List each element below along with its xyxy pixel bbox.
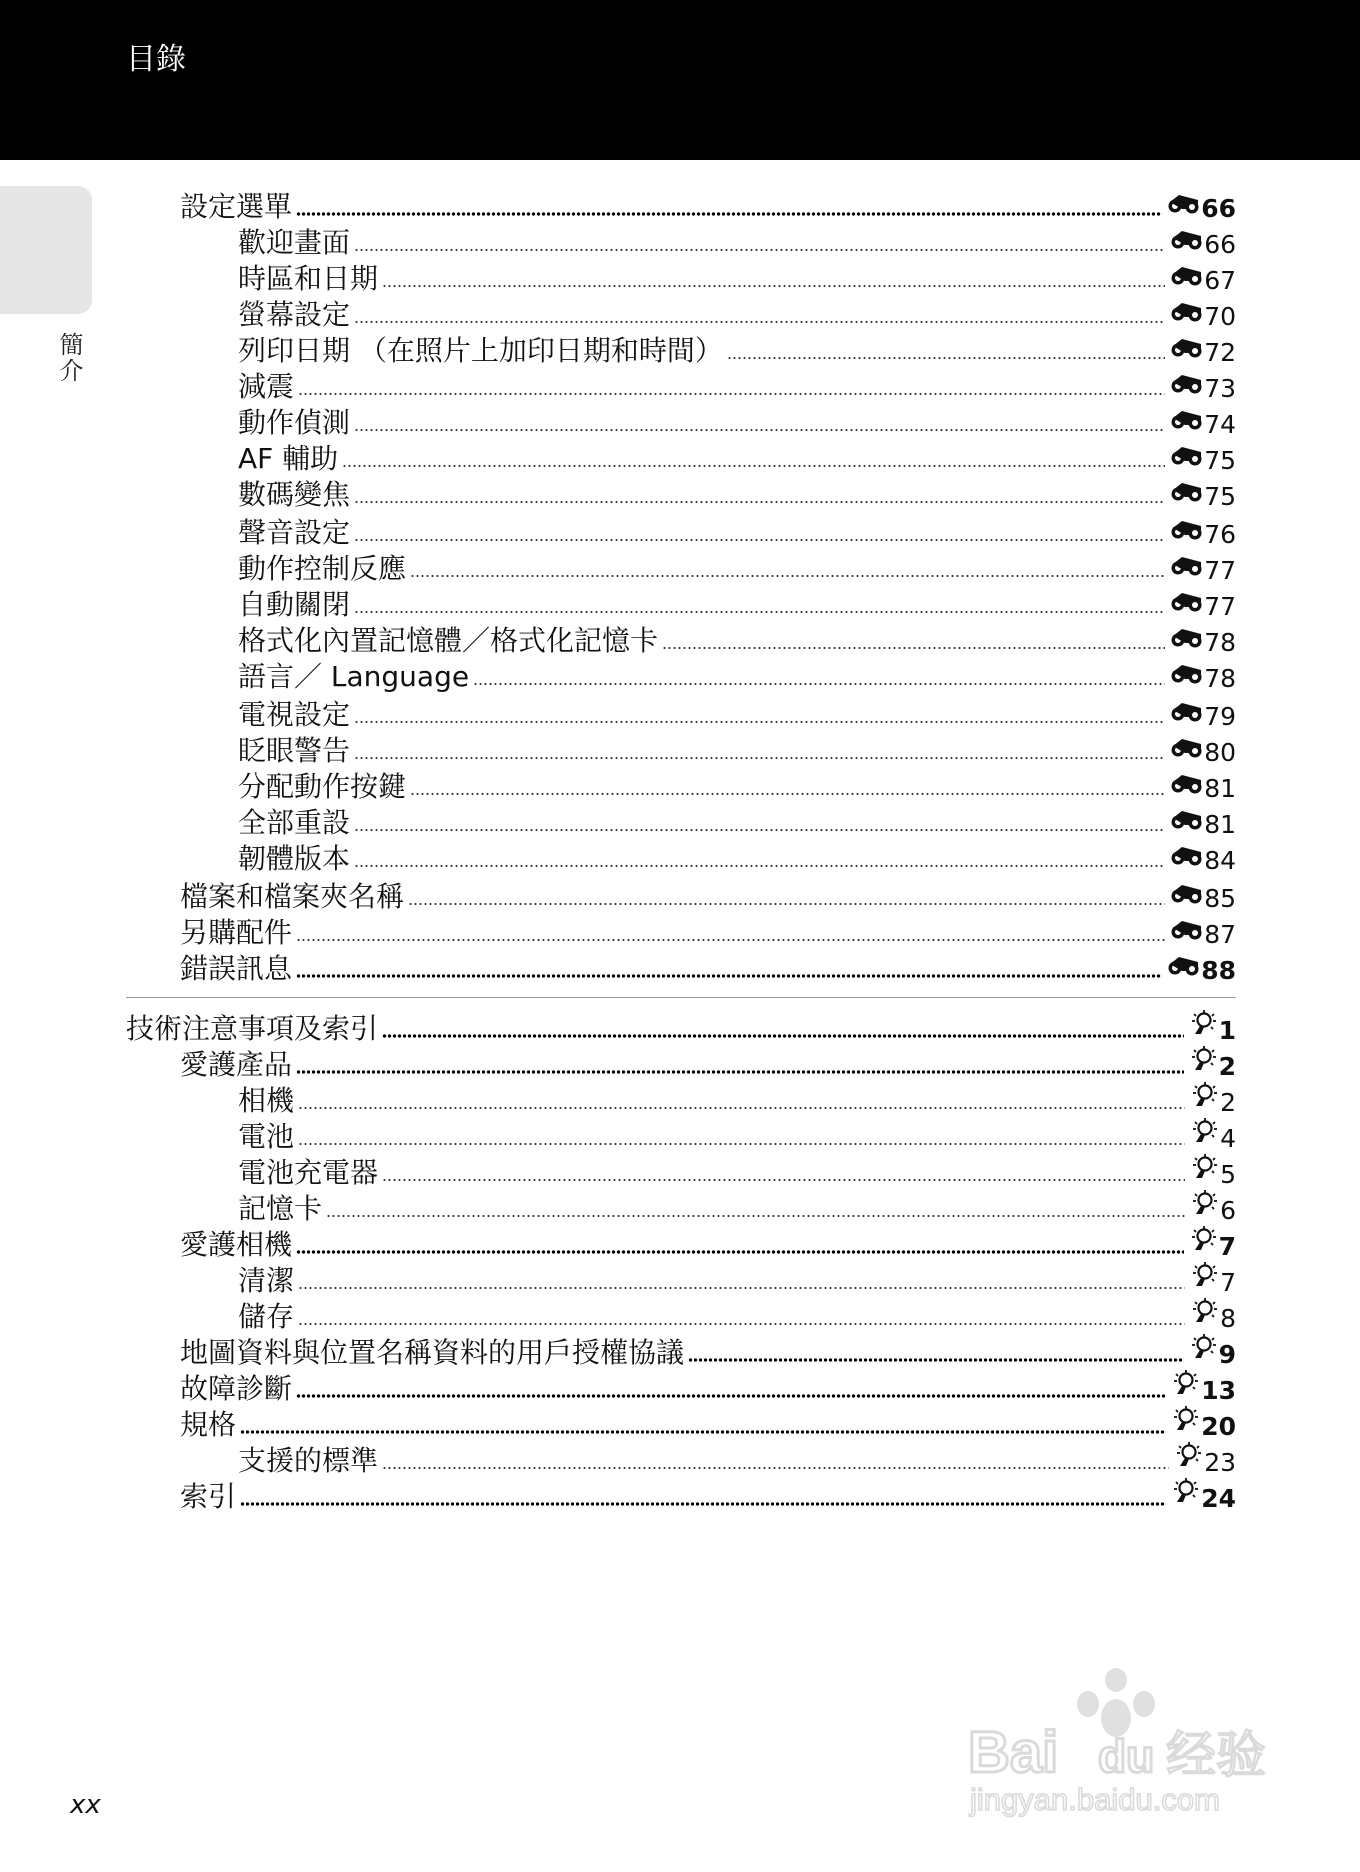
toc-entry-label: 眨眼警告 <box>238 734 351 767</box>
toc-entry[interactable] <box>238 768 1236 804</box>
toc-page-ref <box>1165 334 1236 368</box>
toc-page-number: 72 <box>1204 338 1236 367</box>
toc-entry-label: 檔案和檔案夾名稱 <box>180 880 405 913</box>
dot-leader <box>382 1466 1169 1470</box>
toc-entry-label: 時區和日期 <box>238 262 379 295</box>
page-number: xx <box>70 1790 101 1820</box>
toc-page-number: 85 <box>1204 884 1236 913</box>
baidu-watermark <box>966 1668 1296 1818</box>
dot-leader <box>408 902 1165 906</box>
toc-page-ref <box>1165 478 1236 512</box>
dot-leader <box>296 974 1162 978</box>
toc-page-number: 6 <box>1220 1196 1236 1225</box>
toc-page-ref <box>1184 1225 1236 1262</box>
tech-notes-icon <box>1190 1009 1218 1046</box>
tech-notes-icon <box>1191 1261 1219 1298</box>
tech-notes-icon <box>1175 1441 1203 1478</box>
toc-entry-label: 語言／ Language <box>238 660 470 693</box>
toc-page-number: 7 <box>1220 1268 1236 1297</box>
toc-page-ref <box>1165 734 1236 768</box>
reference-icon <box>1171 588 1203 622</box>
reference-icon <box>1171 842 1203 876</box>
toc-entry[interactable] <box>180 1226 1236 1262</box>
dot-leader <box>410 792 1165 796</box>
toc-page-number: 75 <box>1204 446 1236 475</box>
toc-entry[interactable] <box>126 1010 1236 1046</box>
dot-leader <box>354 828 1165 832</box>
reference-icon <box>1171 298 1203 332</box>
reference-icon <box>1171 624 1203 658</box>
toc-entry[interactable] <box>180 914 1236 950</box>
toc-page-ref <box>1165 442 1236 476</box>
dot-leader <box>382 1034 1184 1038</box>
reference-icon <box>1171 660 1203 694</box>
toc-entry[interactable] <box>238 1262 1236 1298</box>
dot-leader <box>240 1502 1166 1506</box>
toc-page-ref <box>1184 1009 1236 1046</box>
toc-entry[interactable] <box>238 260 1236 296</box>
dot-leader <box>354 610 1165 614</box>
svg-text:du: du <box>1098 1730 1155 1782</box>
toc-entry[interactable] <box>180 1406 1236 1442</box>
toc-entry[interactable] <box>238 622 1236 658</box>
svg-text:经验: 经验 <box>1166 1726 1266 1784</box>
toc-entry-label: 愛護產品 <box>180 1048 293 1081</box>
toc-page-ref <box>1166 1405 1236 1442</box>
toc-entry[interactable] <box>238 404 1236 440</box>
dot-leader <box>342 464 1165 468</box>
toc-entry-label: AF 輔助 <box>238 442 339 475</box>
toc-page-number: 4 <box>1220 1124 1236 1153</box>
toc-page-number: 2 <box>1220 1088 1236 1117</box>
dot-leader <box>410 574 1165 578</box>
dot-leader <box>382 1178 1185 1182</box>
toc-page-number: 13 <box>1201 1376 1236 1405</box>
dot-leader <box>298 1106 1185 1110</box>
toc-page-ref <box>1165 226 1236 260</box>
toc-entry-label: 減震 <box>238 370 295 403</box>
toc-entry[interactable] <box>238 804 1236 840</box>
tech-notes-icon <box>1172 1405 1200 1442</box>
toc-entry-label: 列印日期 （在照片上加印日期和時間） <box>238 334 723 367</box>
toc-page-number: 78 <box>1204 664 1236 693</box>
toc-page-number: 73 <box>1204 374 1236 403</box>
toc-entry-label: 記憶卡 <box>238 1192 323 1225</box>
toc-entry[interactable] <box>238 224 1236 260</box>
reference-icon <box>1171 734 1203 768</box>
reference-icon <box>1171 770 1203 804</box>
toc-entry-label: 韌體版本 <box>238 842 351 875</box>
toc-entry-label: 索引 <box>180 1480 237 1513</box>
toc-entry[interactable] <box>238 1082 1236 1118</box>
reference-icon <box>1171 698 1203 732</box>
toc-entry[interactable] <box>180 1046 1236 1082</box>
toc-entry[interactable] <box>238 732 1236 768</box>
toc-entry[interactable] <box>238 658 1236 694</box>
toc-entry-label: 電池 <box>238 1120 295 1153</box>
toc-entry-label: 聲音設定 <box>238 516 351 549</box>
toc-page-ref <box>1165 660 1236 694</box>
toc-page-ref <box>1166 1477 1236 1514</box>
dot-leader <box>298 1322 1185 1326</box>
toc-entry[interactable] <box>180 1334 1236 1370</box>
toc-entry-label: 電池充電器 <box>238 1156 379 1189</box>
toc-entry-label: 螢幕設定 <box>238 298 351 331</box>
toc-entry[interactable] <box>238 1118 1236 1154</box>
dot-leader <box>298 392 1165 396</box>
toc-entry[interactable] <box>238 514 1236 550</box>
toc-page-number: 2 <box>1218 1052 1236 1081</box>
toc-entry-label: 清潔 <box>238 1264 295 1297</box>
tech-notes-icon <box>1172 1369 1200 1406</box>
toc-entry-label: 全部重設 <box>238 806 351 839</box>
section-tab-label: 簡介 <box>55 332 83 384</box>
toc-entry-label: 愛護相機 <box>180 1228 293 1261</box>
tech-notes-icon <box>1191 1189 1219 1226</box>
toc-entry[interactable] <box>238 840 1236 876</box>
toc-page-number: 79 <box>1204 702 1236 731</box>
dot-leader <box>298 1286 1185 1290</box>
toc-page-ref <box>1165 698 1236 732</box>
toc-page-number: 77 <box>1204 556 1236 585</box>
dot-leader <box>727 356 1165 360</box>
toc-entry[interactable] <box>238 368 1236 404</box>
toc-entry[interactable] <box>238 696 1236 732</box>
reference-icon <box>1171 516 1203 550</box>
dot-leader <box>662 646 1165 650</box>
toc-entry-label: 支援的標準 <box>238 1444 379 1477</box>
toc-page-ref <box>1165 842 1236 876</box>
toc-page-number: 5 <box>1220 1160 1236 1189</box>
toc-entry[interactable] <box>238 1442 1236 1478</box>
toc-page-ref <box>1166 1369 1236 1406</box>
reference-icon <box>1171 334 1203 368</box>
toc-page-ref <box>1165 624 1236 658</box>
toc-entry-label: 電視設定 <box>238 698 351 731</box>
toc-page-number: 80 <box>1204 738 1236 767</box>
reference-icon <box>1171 442 1203 476</box>
toc-page-ref <box>1169 1441 1236 1478</box>
toc-entry[interactable] <box>238 1298 1236 1334</box>
toc-page-number: 77 <box>1204 592 1236 621</box>
toc-page-number: 78 <box>1204 628 1236 657</box>
toc-page-number: 9 <box>1218 1340 1236 1369</box>
reference-icon <box>1171 478 1203 512</box>
dot-leader <box>354 320 1165 324</box>
toc-page-ref <box>1184 1333 1236 1370</box>
toc-entry-label: 自動關閉 <box>238 588 351 621</box>
toc-entry[interactable] <box>238 440 1236 476</box>
toc-page-ref <box>1165 298 1236 332</box>
toc-page-number: 75 <box>1204 482 1236 511</box>
toc-page-number: 24 <box>1201 1484 1236 1513</box>
toc-page-ref <box>1185 1117 1236 1154</box>
toc-page-ref <box>1165 916 1236 950</box>
reference-icon <box>1171 370 1203 404</box>
tech-notes-icon <box>1190 1225 1218 1262</box>
dot-leader <box>473 682 1165 686</box>
svg-text:Bai: Bai <box>968 1720 1059 1785</box>
toc-entry-label: 另購配件 <box>180 916 293 949</box>
toc-entry[interactable] <box>238 296 1236 332</box>
toc-page-number: 20 <box>1201 1412 1236 1441</box>
dot-leader <box>326 1214 1185 1218</box>
toc-page-ref <box>1165 552 1236 586</box>
tech-notes-icon <box>1191 1297 1219 1334</box>
dot-leader <box>354 428 1165 432</box>
toc-entry-label: 格式化內置記憶體／格式化記憶卡 <box>238 624 659 657</box>
toc-page-number: 23 <box>1204 1448 1236 1477</box>
toc-entry[interactable] <box>180 878 1236 914</box>
reference-icon <box>1171 406 1203 440</box>
toc-entry[interactable] <box>180 1478 1236 1514</box>
toc-page-ref <box>1185 1153 1236 1190</box>
toc-entry-label: 數碼變焦 <box>238 478 351 511</box>
toc-page-number: 66 <box>1201 194 1236 223</box>
dot-leader <box>688 1358 1184 1362</box>
toc-page-number: 76 <box>1204 520 1236 549</box>
svg-text:jingyan.baidu.com: jingyan.baidu.com <box>970 1782 1220 1817</box>
section-divider <box>126 997 1236 998</box>
dot-leader <box>296 1070 1184 1074</box>
toc-page-ref <box>1185 1189 1236 1226</box>
toc-page-number: 70 <box>1204 302 1236 331</box>
toc-page-number: 84 <box>1204 846 1236 875</box>
reference-icon <box>1171 226 1203 260</box>
toc-entry-label: 地圖資料與位置名稱資料的用戶授權協議 <box>180 1336 685 1369</box>
toc-page-ref <box>1162 952 1236 986</box>
toc-entry-label: 技術注意事項及索引 <box>126 1012 379 1045</box>
toc-page-ref <box>1165 588 1236 622</box>
toc-entry[interactable] <box>180 950 1236 986</box>
toc-entry[interactable] <box>238 476 1236 512</box>
toc-page-ref <box>1165 770 1236 804</box>
dot-leader <box>240 1430 1166 1434</box>
reference-icon <box>1171 916 1203 950</box>
dot-leader <box>296 1394 1166 1398</box>
toc-page-number: 74 <box>1204 410 1236 439</box>
toc-page-ref <box>1185 1081 1236 1118</box>
dot-leader <box>354 864 1165 868</box>
page-title: 目錄 <box>126 42 186 77</box>
toc-page-ref <box>1165 880 1236 914</box>
toc-page-number: 81 <box>1204 774 1236 803</box>
dot-leader <box>296 1250 1184 1254</box>
toc-page-number: 87 <box>1204 920 1236 949</box>
tech-notes-icon <box>1191 1153 1219 1190</box>
dot-leader <box>354 248 1165 252</box>
toc-page-number: 67 <box>1204 266 1236 295</box>
dot-leader <box>354 538 1165 542</box>
tech-notes-icon <box>1190 1333 1218 1370</box>
toc-page-ref <box>1165 370 1236 404</box>
reference-icon <box>1171 880 1203 914</box>
toc-entry-label: 錯誤訊息 <box>180 952 293 985</box>
dot-leader <box>382 284 1165 288</box>
toc-entry-label: 規格 <box>180 1408 237 1441</box>
toc-page-number: 88 <box>1201 956 1236 985</box>
toc-entry-label: 故障診斷 <box>180 1372 293 1405</box>
tech-notes-icon <box>1190 1045 1218 1082</box>
dot-leader <box>296 938 1165 942</box>
toc-entry-label: 歡迎畫面 <box>238 226 351 259</box>
tech-notes-icon <box>1191 1081 1219 1118</box>
toc-page-number: 7 <box>1218 1232 1236 1261</box>
toc-page-ref <box>1185 1297 1236 1334</box>
toc-entry[interactable] <box>238 1190 1236 1226</box>
toc-entry-label: 分配動作按鍵 <box>238 770 407 803</box>
toc-entry-label: 相機 <box>238 1084 295 1117</box>
toc-entry-label: 動作控制反應 <box>238 552 407 585</box>
toc-entry[interactable] <box>238 550 1236 586</box>
toc-page-number: 8 <box>1220 1304 1236 1333</box>
toc-entry[interactable] <box>238 1154 1236 1190</box>
toc-page-ref <box>1165 406 1236 440</box>
dot-leader <box>354 500 1165 504</box>
dot-leader <box>296 212 1162 216</box>
toc-entry[interactable] <box>238 332 1236 368</box>
toc-entry[interactable] <box>180 1370 1236 1406</box>
toc-entry[interactable] <box>180 188 1236 224</box>
toc-page-ref <box>1184 1045 1236 1082</box>
dot-leader <box>354 720 1165 724</box>
reference-icon <box>1171 806 1203 840</box>
dot-leader <box>298 1142 1185 1146</box>
toc-entry-label: 儲存 <box>238 1300 295 1333</box>
reference-icon <box>1168 952 1200 986</box>
reference-icon <box>1171 262 1203 296</box>
toc-page-ref <box>1165 806 1236 840</box>
reference-icon <box>1168 190 1200 224</box>
dot-leader <box>354 756 1165 760</box>
toc-page-ref <box>1162 190 1236 224</box>
toc-entry-label: 設定選單 <box>180 190 293 223</box>
toc-entry[interactable] <box>238 586 1236 622</box>
toc-page-number: 1 <box>1218 1016 1236 1045</box>
tech-notes-icon <box>1172 1477 1200 1514</box>
tech-notes-icon <box>1191 1117 1219 1154</box>
toc-page-ref <box>1165 262 1236 296</box>
toc-page-ref <box>1185 1261 1236 1298</box>
toc-page-number: 81 <box>1204 810 1236 839</box>
toc-entry-label: 動作偵測 <box>238 406 351 439</box>
reference-icon <box>1171 552 1203 586</box>
toc-page-ref <box>1165 516 1236 550</box>
toc-page-number: 66 <box>1204 230 1236 259</box>
